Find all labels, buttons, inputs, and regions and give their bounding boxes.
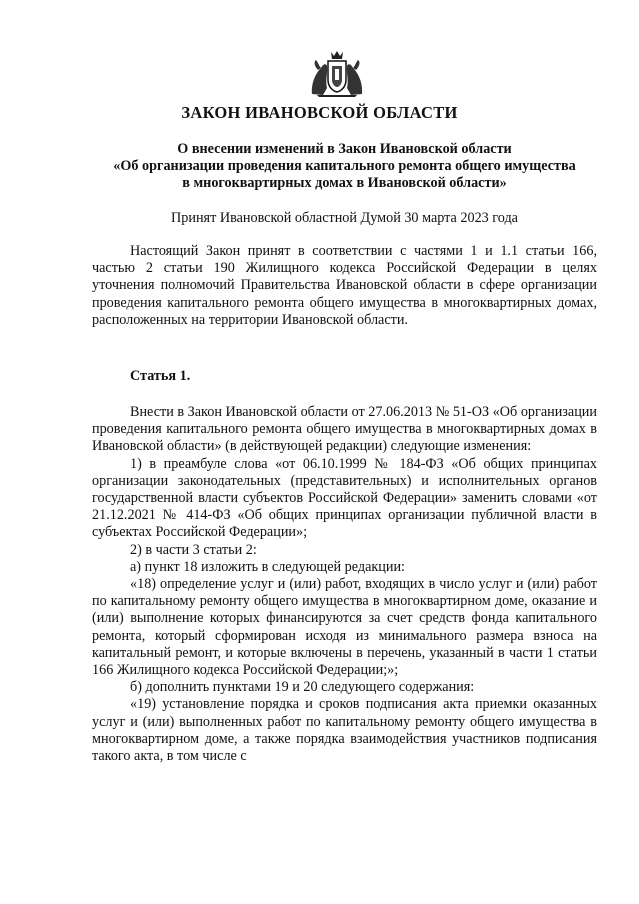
article-heading: Статья 1. [130,368,191,384]
law-title: ЗАКОН ИВАНОВСКОЙ ОБЛАСТИ [181,103,458,122]
article-paragraph: а) пункт 18 изложить в следующей редакции: [130,558,405,575]
article-paragraph: «19) установление порядка и сроков подписания акта приемки оказанных услуг и (или) выполненных работ по капитальному ремонту общего имущества в многоквартирном доме, а также порядка взаимодействия участников подписания такого акта, в том числе с [92,696,597,765]
article-paragraph: 2) в части 3 статьи 2: [130,541,257,558]
article-paragraph: Внести в Закон Ивановской области от 27.06.2013 № 51-ОЗ «Об организации проведения капитального ремонта общего имущества в многоквартирных домах в Ивановской области» (в действующей редакции) следующие изменения: [92,404,597,455]
adoption-date: Принят Ивановской областной Думой 30 марта 2023 года [171,210,518,226]
subject-line: «Об организации проведения капитального ремонта общего имущества [113,158,576,174]
article-paragraph: 1) в преамбуле слова «от 06.10.1999 № 184-ФЗ «Об общих принципах организации законодательных (представительных) и исполнительных органов государственной власти субъектов Российской Федерации» заменить словами «от 21.12.2021 № 414-ФЗ «Об общих принципах организации публичной власти в субъектах Российской Федерации»; [92,455,597,541]
intro-paragraph: Настоящий Закон принят в соответствии с частями 1 и 1.1 статьи 166, частью 2 статьи 190 Жилищного кодекса Российской Федерации в целях уточнения полномочий Правительства Ивановской области в сфере организации проведения капитального ремонта общего имущества в многоквартирных домах, расположенных на территории Ивановской области. [92,243,597,328]
subject-line: в многоквартирных домах в Ивановской области» [182,175,507,191]
law-subject [92,141,597,192]
article-paragraph: б) дополнить пунктами 19 и 20 следующего содержания: [130,679,475,696]
coat-of-arms-icon [309,50,365,98]
subject-line: О внесении изменений в Закон Ивановской области [177,141,512,157]
intro-section [92,243,597,329]
article-body [92,404,597,765]
article-paragraph: «18) определение услуг и (или) работ, входящих в число услуг и (или) работ по капитальному ремонту общего имущества в многоквартирном доме, оказание и (или) выполнение которых финансируются за счет средств фонда капитального ремонта, который сформирован исходя из минимального размера взноса на капитальный ремонт, и которые включены в перечень, указанный в части 1 статьи 166 Жилищного кодекса Российской Федерации;»; [92,576,597,679]
